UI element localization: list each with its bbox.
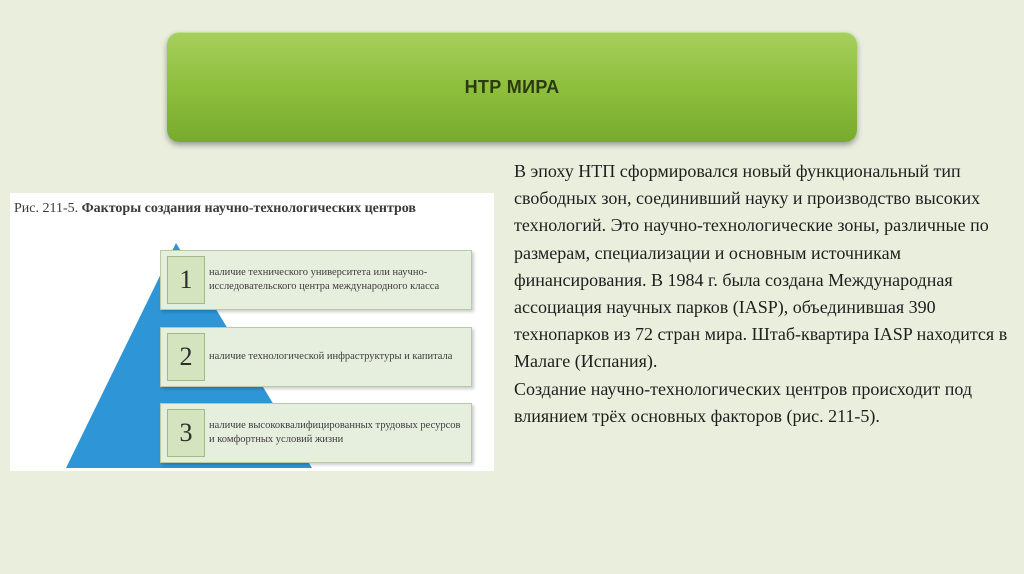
factor-number: 2 xyxy=(167,333,205,381)
title-banner xyxy=(167,32,857,142)
body-paragraph-1: В эпоху НТП сформировался новый функциональный тип свободных зон, соединивший науку и производство высоких технологий. Это научно-технологические зоны, различные по размерам, специализации и основным источникам финансирования. В 1984 г. была создана Международная ассоциация научных парков (IASP), объединившая 390 технопарков из 72 стран мира. Штаб-квартира IASP находится в Малаге (Испания). xyxy=(514,161,1008,372)
factor-number: 1 xyxy=(167,256,205,304)
figure-caption-text: Факторы создания научно-технологических центров xyxy=(81,201,416,216)
factor-box-1 xyxy=(160,250,472,310)
factor-box-2 xyxy=(160,327,472,387)
body-text xyxy=(514,158,1019,430)
slide-title: НТР МИРА xyxy=(464,76,560,97)
factor-text: наличие технологической инфраструктуры и капитала xyxy=(209,351,453,362)
figure-caption-prefix: Рис. 211-5. xyxy=(14,201,79,216)
factor-text: наличие технического университета или научно-исследовательского центра международного класса xyxy=(209,267,440,292)
body-paragraph-2: Создание научно-технологических центров происходит под влиянием трёх основных факторов (рис. 211-5). xyxy=(514,378,973,426)
factor-number: 3 xyxy=(167,409,205,457)
factor-text: наличие высококвалифицированных трудовых ресурсов и комфортных условий жизни xyxy=(209,420,461,445)
factor-box-3 xyxy=(160,403,472,463)
factors-figure xyxy=(10,193,494,471)
figure-caption xyxy=(14,201,416,217)
